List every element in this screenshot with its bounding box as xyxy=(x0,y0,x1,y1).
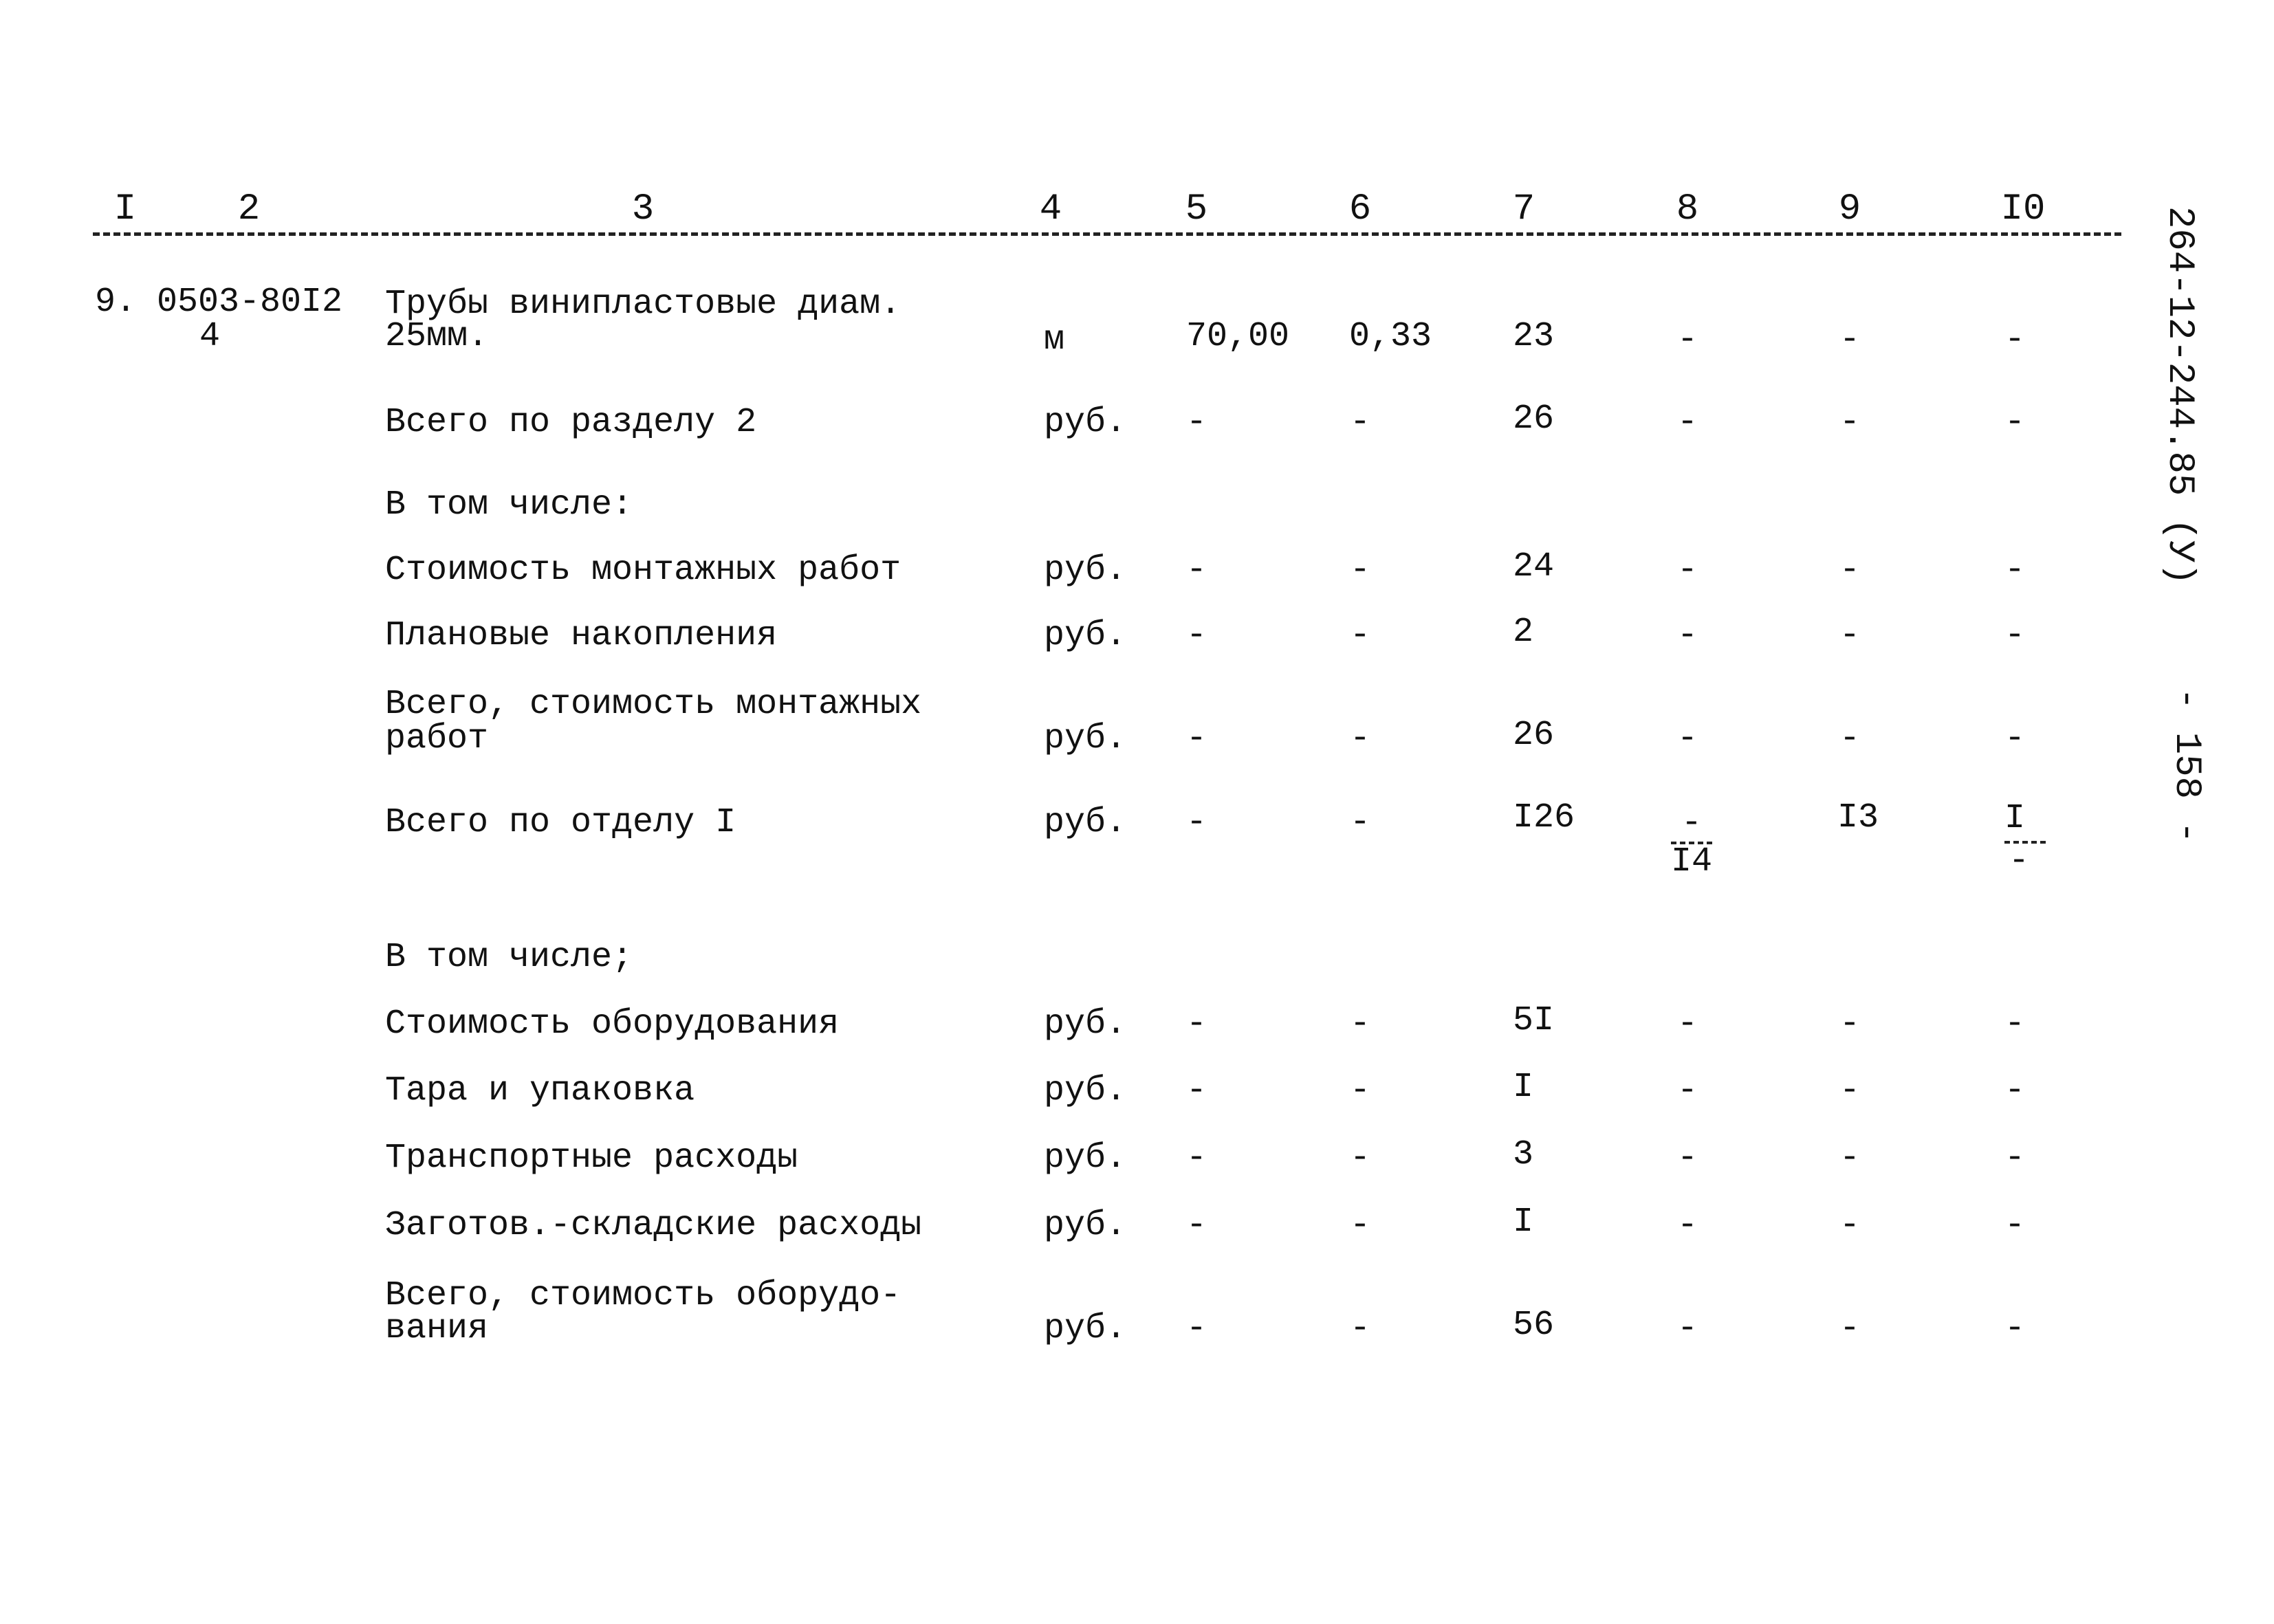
row-label: Всего, стоимость оборудо- xyxy=(385,1276,901,1315)
row-unit: руб. xyxy=(1044,403,1127,442)
row-label-cont: вания xyxy=(385,1309,489,1348)
row-c10-fraction xyxy=(2004,801,2046,879)
row-c9: - xyxy=(1839,403,1861,442)
row-c6: - xyxy=(1349,616,1371,655)
row-unit: руб. xyxy=(1044,1309,1127,1348)
row-label: Заготов.-складские расходы xyxy=(385,1206,922,1245)
item-c8: - xyxy=(1676,320,1698,360)
row-c7: 5I xyxy=(1513,1001,1555,1040)
row-c6: - xyxy=(1349,1005,1371,1044)
item-c6: 0,33 xyxy=(1349,317,1432,356)
row-c9: - xyxy=(1839,551,1861,590)
row-c9: - xyxy=(1839,616,1861,655)
row-label: Стоимость монтажных работ xyxy=(385,551,901,590)
row-c5: - xyxy=(1185,803,1207,842)
item-name-line2: 25мм. xyxy=(385,317,489,356)
row-c10: - xyxy=(2004,1206,2026,1245)
fraction-denominator: - xyxy=(2009,842,2030,881)
document-code: 264-12-244.85 (У) xyxy=(2158,206,2200,585)
row-c6: - xyxy=(1349,551,1371,590)
row-c6: - xyxy=(1349,803,1371,842)
item-c7: 23 xyxy=(1513,317,1555,356)
row-c10: - xyxy=(2004,1005,2026,1044)
row-c8: - xyxy=(1676,719,1698,758)
row-c6: - xyxy=(1349,719,1371,758)
row-c9: I3 xyxy=(1837,798,1879,837)
row-c9: - xyxy=(1839,1071,1861,1110)
item-code-sub: 4 xyxy=(199,317,221,356)
row-label: Плановые накопления xyxy=(385,616,778,655)
row-unit: руб. xyxy=(1044,719,1127,758)
row-c7: 2 xyxy=(1513,613,1534,652)
col-header-6: 6 xyxy=(1348,188,1372,230)
row-c5: - xyxy=(1185,1071,1207,1110)
row-label: Всего по отделу I xyxy=(385,803,736,842)
row-label: Тара и упаковка xyxy=(385,1071,695,1110)
row-c9: - xyxy=(1839,1005,1861,1044)
row-unit: руб. xyxy=(1044,551,1127,590)
row-c7: 56 xyxy=(1513,1306,1555,1345)
col-header-10: I0 xyxy=(2000,188,2046,230)
item-code: 0503-80I2 xyxy=(157,283,343,322)
row-label: В том числе; xyxy=(385,938,633,977)
fraction-denominator: I4 xyxy=(1671,842,1713,881)
fraction-numerator: I xyxy=(2004,801,2046,844)
col-header-9: 9 xyxy=(1838,188,1861,230)
row-c8: - xyxy=(1676,1206,1698,1245)
row-unit: руб. xyxy=(1044,1139,1127,1178)
row-c8: - xyxy=(1676,403,1698,442)
page-number: - 158 - xyxy=(2165,688,2207,844)
row-c7: 26 xyxy=(1513,716,1555,755)
row-c8: - xyxy=(1676,1139,1698,1178)
col-header-1: I xyxy=(113,188,137,230)
row-c6: - xyxy=(1349,1071,1371,1110)
row-c10: - xyxy=(2004,616,2026,655)
col-header-3: 3 xyxy=(631,188,655,230)
row-c10: - xyxy=(2004,1071,2026,1110)
row-c7: 24 xyxy=(1513,547,1555,586)
item-c5: 70,00 xyxy=(1186,317,1290,356)
row-c5: - xyxy=(1185,551,1207,590)
row-label: Всего, стоимость монтажных xyxy=(385,685,922,724)
row-c7: I xyxy=(1513,1203,1534,1242)
row-c7: 26 xyxy=(1513,399,1555,439)
row-c5: - xyxy=(1185,616,1207,655)
col-header-5: 5 xyxy=(1185,188,1208,230)
row-unit: руб. xyxy=(1044,1206,1127,1245)
row-unit: руб. xyxy=(1044,1005,1127,1044)
row-c6: - xyxy=(1349,403,1371,442)
row-c6: - xyxy=(1349,1309,1371,1348)
row-c6: - xyxy=(1349,1139,1371,1178)
item-unit: м xyxy=(1044,320,1065,360)
row-c9: - xyxy=(1839,1139,1861,1178)
row-c5: - xyxy=(1185,719,1207,758)
row-label: Транспортные расходы xyxy=(385,1139,798,1178)
row-c8: - xyxy=(1676,1309,1698,1348)
fraction-numerator: - xyxy=(1671,806,1712,844)
row-c10: - xyxy=(2004,1309,2026,1348)
row-unit: руб. xyxy=(1044,616,1127,655)
col-header-2: 2 xyxy=(237,188,261,230)
row-c10: - xyxy=(2004,719,2026,758)
row-unit: руб. xyxy=(1044,1071,1127,1110)
row-c8-fraction xyxy=(1671,806,1712,880)
row-c7: I xyxy=(1513,1068,1534,1107)
item-name-line1: Трубы винипластовые диам. xyxy=(385,285,901,324)
row-c5: - xyxy=(1185,1005,1207,1044)
row-c8: - xyxy=(1676,551,1698,590)
row-c9: - xyxy=(1839,1206,1861,1245)
row-c9: - xyxy=(1839,1309,1861,1348)
row-label: Всего по разделу 2 xyxy=(385,403,757,442)
header-divider xyxy=(93,232,2121,236)
col-header-7: 7 xyxy=(1512,188,1535,230)
row-c9: - xyxy=(1839,719,1861,758)
row-c5: - xyxy=(1185,1309,1207,1348)
item-number: 9. xyxy=(95,283,137,322)
row-c6: - xyxy=(1349,1206,1371,1245)
row-c10: - xyxy=(2004,551,2026,590)
item-c9: - xyxy=(1839,320,1861,360)
col-header-4: 4 xyxy=(1039,188,1062,230)
row-c5: - xyxy=(1185,1139,1207,1178)
row-c5: - xyxy=(1185,1206,1207,1245)
row-c10: - xyxy=(2004,403,2026,442)
row-c8: - xyxy=(1676,1005,1698,1044)
row-c7: I26 xyxy=(1513,798,1575,837)
row-label: Стоимость оборудования xyxy=(385,1005,840,1044)
row-c10: - xyxy=(2004,1139,2026,1178)
row-c5: - xyxy=(1185,403,1207,442)
item-c10: - xyxy=(2004,320,2026,360)
row-c8: - xyxy=(1676,1071,1698,1110)
col-header-8: 8 xyxy=(1676,188,1699,230)
row-label: В том числе: xyxy=(385,485,633,525)
row-c8: - xyxy=(1676,616,1698,655)
row-label-cont: работ xyxy=(385,719,489,758)
row-c7: 3 xyxy=(1513,1135,1534,1174)
row-unit: руб. xyxy=(1044,803,1127,842)
